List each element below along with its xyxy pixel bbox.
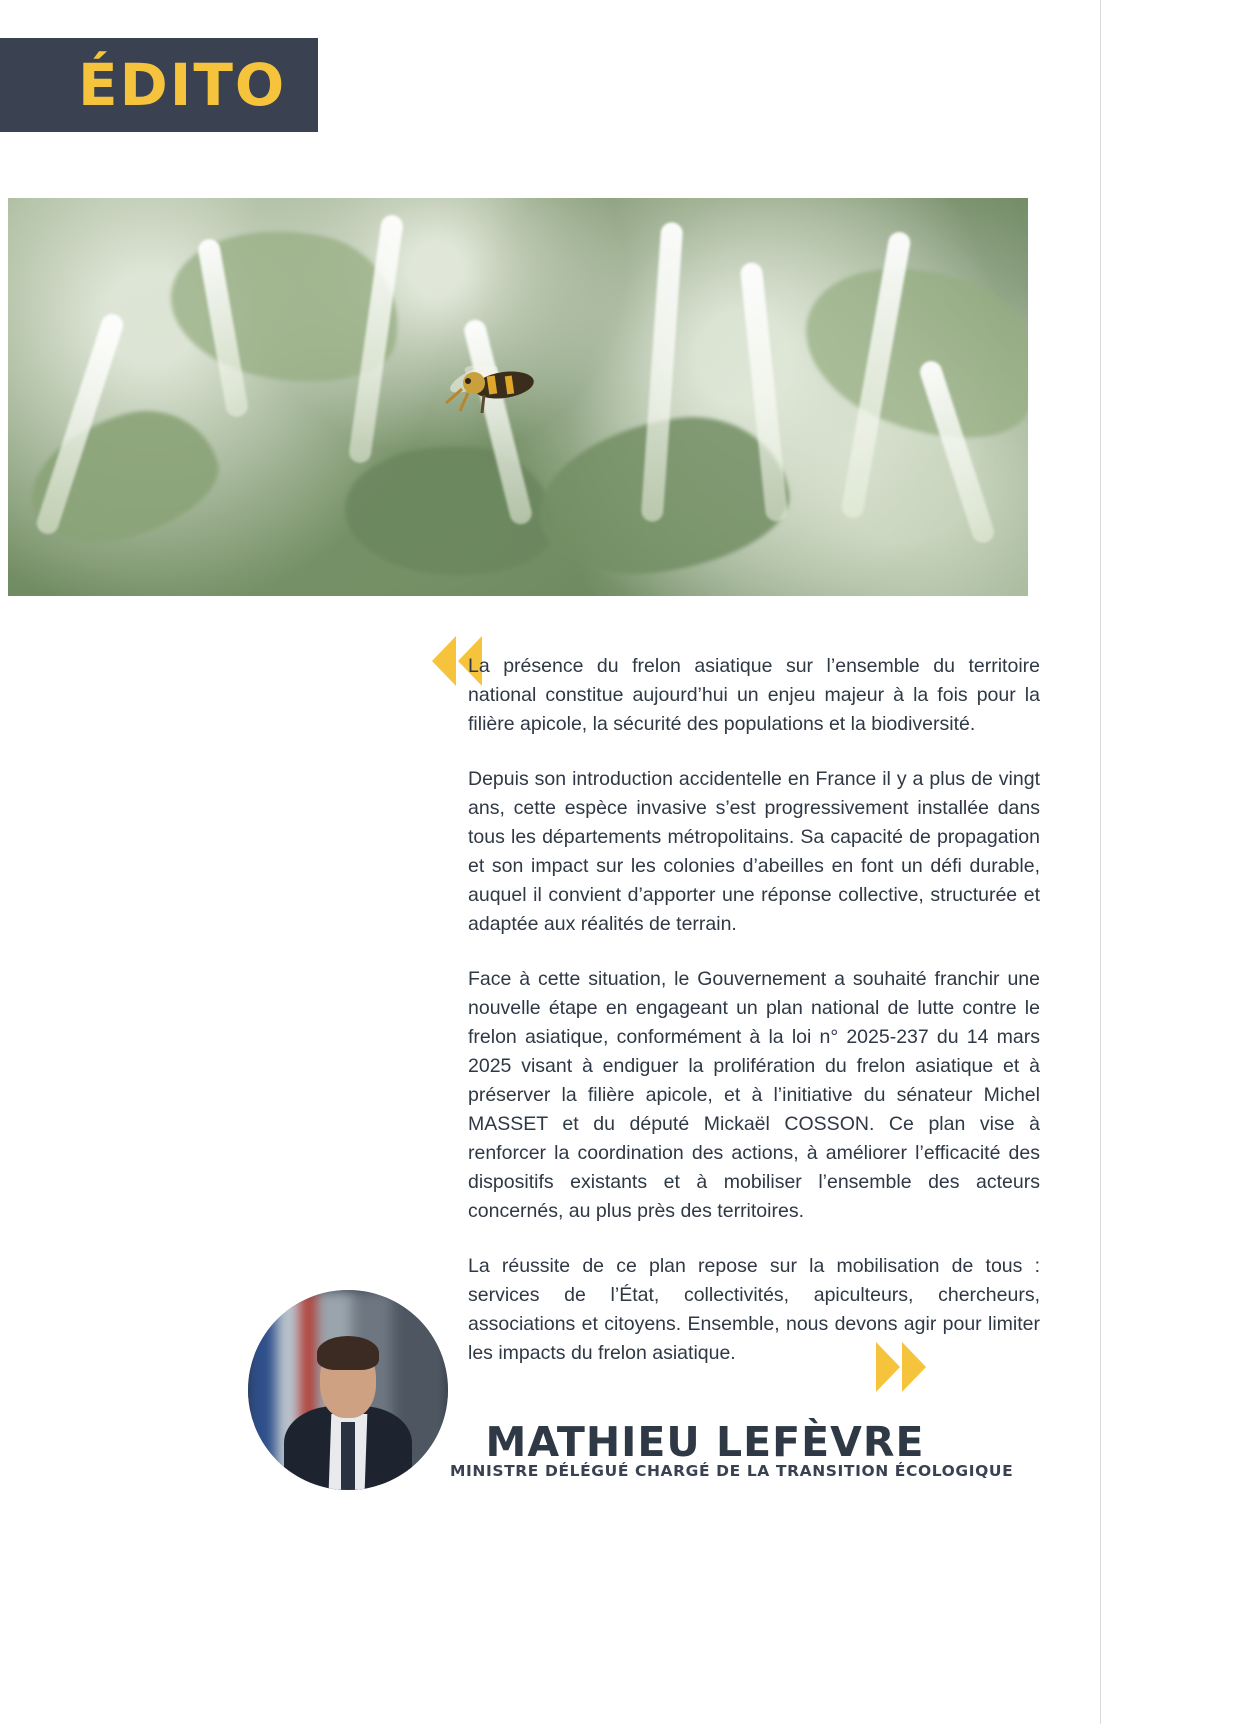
section-title: ÉDITO [78, 51, 287, 119]
quote-paragraph-3: Face à cette situation, le Gouvernement a souhaité franchir une nouvelle étape en engageant un plan national de lutte contre le frelon asiatique, conformément à la loi n° 2025-237 du 14 mars 2025 visant à endiguer la prolifération du frelon asiatique et à préserver la filière apicole, et à l’initiative du sénateur Michel MASSET et du député Mickaël COSSON. Ce plan vise à renforcer la coordination des actions, à améliorer l’efficacité des dispositifs existants et à mobiliser l’ensemble des acteurs concernés, au plus près des territoires. [468, 968, 1040, 1222]
page-right-margin [1100, 0, 1240, 1724]
signatory-portrait [248, 1290, 448, 1490]
section-banner [0, 38, 318, 132]
quote-paragraph-2: Depuis son introduction accidentelle en France il y a plus de vingt ans, cette espèce invasive s’est progressivement installée dans tous les départements métropolitains. Sa capacité de propagation et son impact sur les colonies d’abeilles en font un défi durable, auquel il convient d’apporter une réponse collective, structurée et adaptée aux réalités de terrain. [468, 768, 1040, 935]
quote-close-icon [866, 1338, 926, 1396]
portrait-tie [341, 1422, 355, 1490]
editorial-body [468, 652, 1040, 1368]
quote-paragraph-4: La réussite de ce plan repose sur la mobilisation de tous : services de l’État, collectivités, apiculteurs, chercheurs, associations et citoyens. Ensemble, nous devons agir pour limiter les impacts du frelon asiatique. [468, 1255, 1040, 1364]
quote-paragraph-1: La présence du frelon asiatique sur l’ensemble du territoire national constitue aujourd’hui un enjeu majeur à la fois pour la filière apicole, la sécurité des populations et la biodiversité. [468, 655, 1040, 735]
signatory-role: MINISTRE DÉLÉGUÉ CHARGÉ DE LA TRANSITION ÉCOLOGIQUE [450, 1462, 1014, 1480]
hornet-illustration [416, 349, 566, 419]
signatory-name: MATHIEU LEFÈVRE [485, 1418, 925, 1466]
hero-image [8, 198, 1028, 596]
portrait-hair [317, 1336, 379, 1370]
